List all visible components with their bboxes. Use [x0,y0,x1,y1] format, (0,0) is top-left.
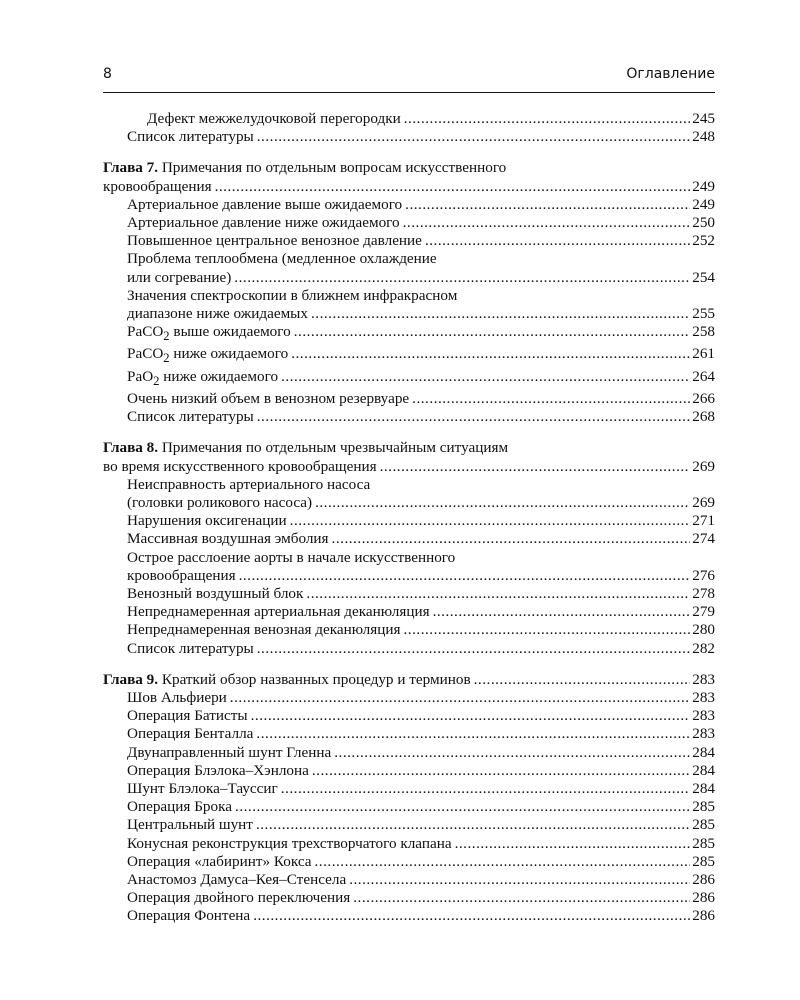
toc-entry-title: Непреднамеренная венозная деканюляция [127,621,401,639]
chapter-page: 283 [692,670,715,688]
toc-entry[interactable] [103,408,715,426]
toc-entry-title: Повышенное центральное венозное давление [127,232,422,250]
toc-entry-title: Конусная реконструкция трехстворчатого клапана [127,834,452,852]
toc-entry-title: PaCO$_2$ выше ожидаемого [127,323,291,344]
table-of-contents [103,110,715,926]
toc-entry-page: 283 [692,688,715,706]
toc-entry[interactable] [103,640,715,658]
toc-entry-cont[interactable] [103,305,715,323]
toc-entry-title: Операция двойного переключения [127,889,351,907]
toc-entry[interactable] [103,549,715,567]
toc-entry[interactable] [103,816,715,834]
toc-entry-cont[interactable] [103,567,715,585]
toc-entry[interactable] [103,345,715,367]
chapter-7-heading[interactable] [103,159,715,177]
toc-entry-title: Массивная воздушная эмболия [127,530,329,548]
toc-entry-page: 276 [692,566,715,584]
toc-entry-page: 284 [692,780,715,797]
toc-entry-page: 269 [692,493,715,511]
toc-entry-title: Операция Бенталла [127,725,254,743]
chapter-page: 249 [692,177,715,195]
toc-entry[interactable] [103,323,715,345]
toc-entry[interactable] [103,621,715,639]
chapter-title: Примечания по отдельным вопросам искусственного [161,159,507,177]
toc-entry[interactable] [103,368,715,390]
toc-entry-title: PaCO$_2$ ниже ожидаемого [127,345,289,366]
toc-entry-page: 264 [692,367,715,385]
toc-entry-title: Анастомоз Дамуса–Кея–Стенсела [127,871,347,889]
chapter-title: Краткий обзор названных процедур и терминов [161,670,471,688]
toc-entry-title: Операция «лабиринт» Кокса [127,852,312,870]
chapter-page: 269 [692,457,715,475]
header-rule [103,92,715,93]
toc-entry-title: диапазоне ниже ожидаемых [127,305,308,323]
toc-entry[interactable] [103,232,715,250]
toc-entry-title: PaO$_2$ ниже ожидаемого [127,367,279,388]
toc-entry-page: 283 [692,707,715,725]
toc-entry-page: 249 [692,195,715,213]
toc-entry-title: Неисправность артериального насоса [127,475,371,493]
chapter-label: Глава 9. [103,670,159,688]
toc-entry-title: Операция Блэлока–Хэнлона [127,761,309,779]
toc-entry-page: 250 [692,214,715,232]
toc-entry-page: 245 [692,110,715,127]
toc-entry-title: кровообращения [127,566,236,584]
chapter-title: во время искусственного кровообращения [103,457,377,475]
toc-entry-page: 266 [692,389,715,407]
chapter-title: кровообращения [103,177,212,195]
toc-entry[interactable] [103,214,715,232]
toc-entry[interactable] [103,585,715,603]
toc-entry-title: Артериальное давление выше ожидаемого [127,195,403,213]
toc-entry-page: 280 [692,621,715,639]
toc-entry[interactable] [103,707,715,725]
toc-entry[interactable] [103,907,715,925]
toc-entry-page: 285 [692,852,715,870]
toc-entry[interactable] [103,603,715,621]
toc-entry[interactable] [103,835,715,853]
toc-entry[interactable] [103,287,715,305]
toc-entry-page: 271 [692,512,715,530]
toc-entry-page: 255 [692,305,715,323]
toc-entry-title: Проблема теплообмена (медленное охлаждение [127,250,437,268]
toc-entry-title: (головки роликового насоса) [127,493,313,511]
toc-entry-title: Операция Батисты [127,707,248,725]
toc-entry-title: Острое расслоение аорты в начале искусственного [127,548,456,566]
toc-entry[interactable] [103,762,715,780]
toc-entry-title: Дефект межжелудочковой перегородки [147,110,401,127]
toc-entry-title: Список литературы [127,128,254,146]
toc-entry-title: Шов Альфиери [127,688,227,706]
toc-entry-page: 279 [692,603,715,621]
toc-entry-title: Шунт Блэлока–Тауссиг [127,780,278,797]
toc-entry-title: Операция Фонтена [127,907,251,925]
toc-entry-page: 258 [692,323,715,341]
chapter-label: Глава 8. [103,439,159,457]
toc-entry-page: 282 [692,639,715,657]
chapter-8-heading[interactable] [103,439,715,457]
toc-entry-page: 286 [692,871,715,889]
running-title: Оглавление [626,66,715,82]
toc-entry-title: или согревание) [127,268,232,286]
toc-entry[interactable] [103,110,715,128]
toc-entry-cont[interactable] [103,494,715,512]
toc-entry-page: 286 [692,907,715,925]
toc-entry[interactable] [103,853,715,871]
toc-entry-title: Двунаправленный шунт Гленна [127,743,332,761]
toc-entry-page: 278 [692,584,715,602]
toc-entry-page: 274 [692,530,715,548]
toc-entry[interactable] [103,689,715,707]
toc-entry-title: Операция Брока [127,798,233,816]
page-number: 8 [103,66,112,82]
chapter-9-heading[interactable] [103,671,715,689]
toc-entry-page: 248 [692,128,715,146]
toc-entry-page: 284 [692,743,715,761]
toc-entry-title: Центральный шунт [127,816,253,834]
toc-entry-title: Очень низкий объем в венозном резервуаре [127,389,410,407]
toc-entry[interactable] [103,476,715,494]
toc-entry-cont[interactable] [103,269,715,287]
toc-entry[interactable] [103,871,715,889]
toc-entry-page: 284 [692,761,715,779]
toc-entry[interactable] [103,196,715,214]
toc-entry-page: 254 [692,268,715,286]
chapter-label: Глава 7. [103,159,159,177]
toc-entry-page: 285 [692,798,715,816]
toc-entry-page: 286 [692,889,715,907]
toc-entry-title: Список литературы [127,408,254,426]
toc-entry[interactable] [103,744,715,762]
chapter-title: Примечания по отдельным чрезвычайным ситуациям [161,439,509,457]
toc-entry-page: 283 [692,725,715,743]
toc-entry[interactable] [103,889,715,907]
toc-entry-page: 285 [692,834,715,852]
toc-entry[interactable] [103,780,715,798]
toc-entry[interactable] [103,128,715,146]
toc-entry-page: 261 [692,345,715,363]
chapter-7-heading-cont[interactable] [103,178,715,196]
toc-entry-title: Нарушения оксигенации [127,512,287,530]
toc-entry[interactable] [103,530,715,548]
toc-entry[interactable] [103,390,715,408]
toc-entry-page: 268 [692,408,715,426]
toc-entry[interactable] [103,512,715,530]
toc-entry[interactable] [103,798,715,816]
toc-entry-title: Непреднамеренная артериальная деканюляция [127,603,430,621]
page-header [103,66,715,86]
toc-entry-title: Значения спектроскопии в ближнем инфракрасном [127,286,458,304]
toc-entry-page: 252 [692,232,715,250]
toc-entry-title: Список литературы [127,639,254,657]
toc-entry-title: Венозный воздушный блок [127,584,304,602]
toc-entry-title: Артериальное давление ниже ожидаемого [127,214,400,232]
chapter-8-heading-cont[interactable] [103,458,715,476]
toc-entry[interactable] [103,250,715,268]
toc-entry[interactable] [103,725,715,743]
toc-entry-page: 285 [692,816,715,834]
